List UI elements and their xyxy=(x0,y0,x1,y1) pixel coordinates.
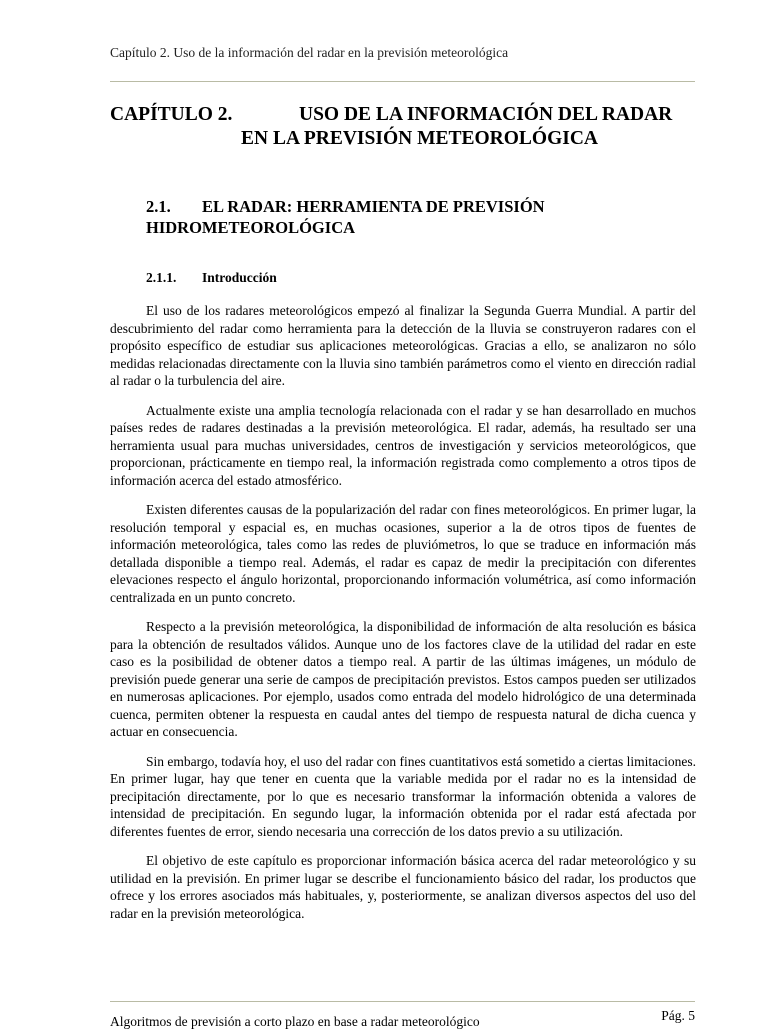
chapter-title-line2: EN LA PREVISIÓN METEOROLÓGICA xyxy=(241,128,599,149)
paragraph: El uso de los radares meteorológicos empezó al finalizar la Segunda Guerra Mundial. A partir del descubrimiento del radar como herramienta para la detección de la lluvia se construyeron radares con el propósito específico de estudiar sus aplicaciones meteorológicas. Gracias a ello, se analizaron no sólo medidas relacionadas directamente con la lluvia sino también parámetros como el viento en dirección radial al radar o la turbulencia del aire. xyxy=(110,303,696,388)
paragraph: Actualmente existe una amplia tecnología relacionada con el radar y se han desarrollado en muchos países redes de radares destinadas a la previsión meteorológica. El radar, además, ha resultado ser una herramienta usual para muchas universidades, centros de investigación y servicios meteorológicos, que proporcionan, prácticamente en tiempo real, la información registrada como complemento a otros tipos de información acerca del estado atmosférico. xyxy=(110,402,696,488)
subsection-title: Introducción xyxy=(202,270,277,285)
body-text xyxy=(110,302,696,934)
paragraph: Existen diferentes causas de la popularización del radar con fines meteorológicos. En primer lugar, la resolución temporal y espacial es, en muchas ocasiones, superior a la de otros tipos de fuentes de información meteorológica, tales como las redes de pluviómetros, lo que se traduce en información más detallada disponible a tiempo real. Además, el radar es capaz de medir la precipitación con diferentes elevaciones respecto el ángulo horizontal, proporcionando información volumétrica, así como información centralizada en un punto concreto. xyxy=(110,502,696,605)
chapter-heading xyxy=(110,103,700,151)
section-number: 2.1. xyxy=(146,197,171,216)
footer-rule xyxy=(110,1001,695,1002)
subsection-heading xyxy=(146,270,277,286)
section-title-line2: HIDROMETEOROLÓGICA xyxy=(146,218,356,237)
subsection-number: 2.1.1. xyxy=(146,270,177,285)
section-heading xyxy=(146,196,666,238)
running-header: Capítulo 2. Uso de la información del radar en la previsión meteorológica xyxy=(110,45,509,60)
paragraph: Respecto a la previsión meteorológica, la disponibilidad de información de alta resolución es básica para la obtención de resultados válidos. Aunque uno de los factores clave de la utilidad del radar en este caso es la posibilidad de obtener datos a tiempo real. A partir de las últimas imágenes, un módulo de previsión puede generar una serie de campos de precipitación previstos. Estos campos pueden ser utilizados en numerosas aplicaciones. Por ejemplo, usados como entrada del modelo hidrológico de una determinada cuenca, permiten obtener la respuesta en caudal antes del tiempo de respuesta natural de dicha cuenca y actuar en consecuencia. xyxy=(110,619,696,739)
footer-title: Algoritmos de previsión a corto plazo en base a radar meteorológico xyxy=(110,1014,480,1029)
paragraph: El objetivo de este capítulo es proporcionar información básica acerca del radar meteorológico y su utilidad en la previsión. En primer lugar se describe el funcionamiento básico del radar, los productos que ofrece y los errores asociados más habituales, y, posteriormente, se analizan diversos aspectos del uso del radar en la previsión meteorológica. xyxy=(110,853,696,921)
chapter-number: CAPÍTULO 2. xyxy=(110,104,233,125)
page-number: Pág. 5 xyxy=(661,1008,695,1023)
paragraph: Sin embargo, todavía hoy, el uso del radar con fines cuantitativos está sometido a ciertas limitaciones. En primer lugar, hay que tener en cuenta que la variable medida por el radar no es la intensidad de precipitación directamente, por lo que es necesario transformar la información obtenida a valores de intensidad de precipitación. En segundo lugar, la información obtenida por el radar está afectada por diferentes fuentes de error, siendo necesaria una corrección de los datos previo a su utilización. xyxy=(110,753,696,839)
chapter-title-line1: USO DE LA INFORMACIÓN DEL RADAR xyxy=(299,104,673,125)
header-rule xyxy=(110,81,695,82)
section-title-line1: EL RADAR: HERRAMIENTA DE PREVISIÓN xyxy=(202,197,545,216)
